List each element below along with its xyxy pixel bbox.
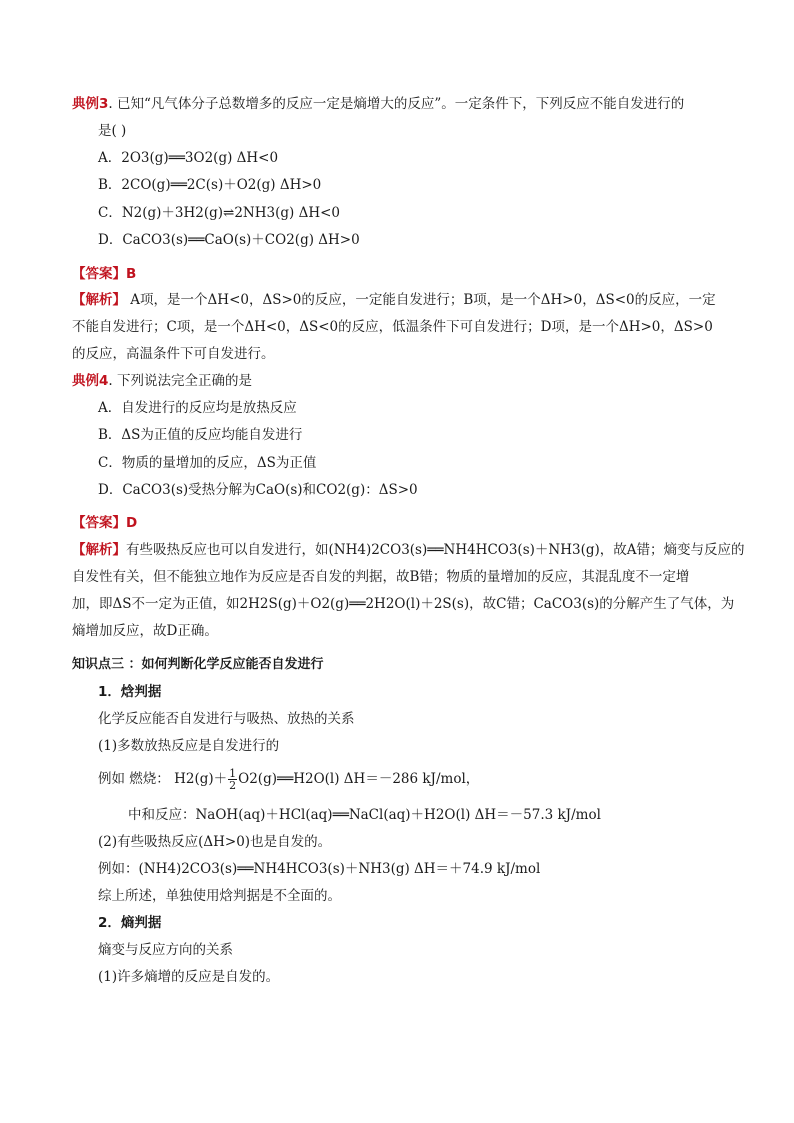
example-3-analysis-line1: 【解析】 A项，是一个ΔH<0，ΔS>0的反应，一定能自发进行；B项，是一个ΔH>0，ΔS<0的反应，一定: [72, 292, 716, 308]
example-4-option-b: B．ΔS为正值的反应均能自发进行: [98, 427, 303, 443]
answer-tag: 【答案】: [72, 515, 126, 531]
analysis-tag: 【解析】: [72, 292, 126, 308]
fraction-one-half: $\frac{1}{2}$: [229, 767, 237, 792]
example-3-analysis-line2: 不能自发进行；C项，是一个ΔH<0，ΔS<0的反应，低温条件下可自发进行；D项，是一个ΔH>0，ΔS>0: [72, 319, 713, 335]
entropy-point-1: (1)许多熵增的反应是自发的。: [98, 969, 280, 985]
example-4-option-d: D．CaCO3(s)受热分解为CaO(s)和CO2(g)：ΔS>0: [98, 482, 418, 498]
example-4-stem: 典例4. 下列说法完全正确的是: [72, 373, 252, 389]
example-4-analysis-line2: 自发性有关，但不能独立地作为反应是否自发的判据，故B错；物质的量增加的反应，其混乱度不一定增: [72, 569, 690, 585]
example-3-answer: [72, 264, 136, 284]
endothermic-example: 例如：(NH4)2CO3(s)══NH4HCO3(s)＋NH3(g) ΔH＝＋74.9 kJ/mol: [98, 861, 541, 877]
example-4-analysis-line4: 熵增加反应，故D正确。: [72, 623, 218, 639]
example-3-option-c: C．N2(g)＋3H2(g)⇌2NH3(g) ΔH<0: [98, 205, 340, 221]
example-3-option-b: B．2CO(g)══2C(s)＋O2(g) ΔH>0: [98, 177, 322, 193]
example-3-option-a: A．2O3(g)══3O2(g) ΔH<0: [98, 150, 279, 166]
example-4-option-c: C．物质的量增加的反应，ΔS为正值: [98, 455, 317, 471]
example-4-analysis-line3: 加，即ΔS不一定为正值，如2H2S(g)＋O2(g)══2H2O(l)＋2S(s)，故C错；CaCO3(s)的分解产生了气体，为: [72, 596, 735, 612]
enthalpy-point-1: (1)多数放热反应是自发进行的: [98, 738, 280, 754]
example-4-analysis-line1: 【解析】有些吸热反应也可以自发进行，如(NH4)2CO3(s)══NH4HCO3(s)＋NH3(g)，故A错；熵变与反应的: [72, 542, 745, 558]
enthalpy-intro: 化学反应能否自发进行与吸热、放热的关系: [98, 711, 355, 727]
example-4-answer: [72, 513, 137, 533]
example-4-tag: 典例4: [72, 373, 109, 389]
enthalpy-summary: 综上所述，单独使用焓判据是不全面的。: [98, 888, 341, 904]
combustion-example: 例如 燃烧： H2(g)＋ $\frac{1}{2}$ O2(g)══H2O(l) ΔH＝－286 kJ/mol，: [98, 767, 480, 792]
answer-value: D: [126, 515, 138, 531]
example-3-analysis-line3: 的反应，高温条件下可自发进行。: [72, 346, 275, 362]
example-3-stem-line1: [72, 94, 684, 114]
example-4-option-a: A．自发进行的反应均是放热反应: [98, 400, 297, 416]
knowledge-point-3-title: 知识点三 ：如何判断化学反应能否自发进行: [72, 657, 324, 672]
example-3-stem-line2: 是( ): [98, 123, 127, 139]
analysis-tag: 【解析】: [72, 542, 126, 558]
section-entropy-heading: 2．熵判据: [98, 915, 162, 931]
answer-tag: 【答案】: [72, 266, 126, 282]
example-3-stem-text: . 已知“凡气体分子总数增多的反应一定是熵增大的反应”。一定条件下，下列反应不能自发进行的: [108, 96, 685, 112]
neutralization-example: 中和反应：NaOH(aq)＋HCl(aq)══NaCl(aq)＋H2O(l) ΔH＝－57.3 kJ/mol: [128, 807, 601, 823]
example-3-tag: 典例3: [72, 96, 109, 112]
example-3-option-d: D．CaCO3(s)══CaO(s)＋CO2(g) ΔH>0: [98, 232, 360, 248]
enthalpy-point-2: (2)有些吸热反应(ΔH>0)也是自发的。: [98, 834, 332, 850]
section-enthalpy-heading: 1．焓判据: [98, 684, 162, 700]
answer-value: B: [126, 266, 137, 282]
entropy-intro: 熵变与反应方向的关系: [98, 942, 233, 958]
